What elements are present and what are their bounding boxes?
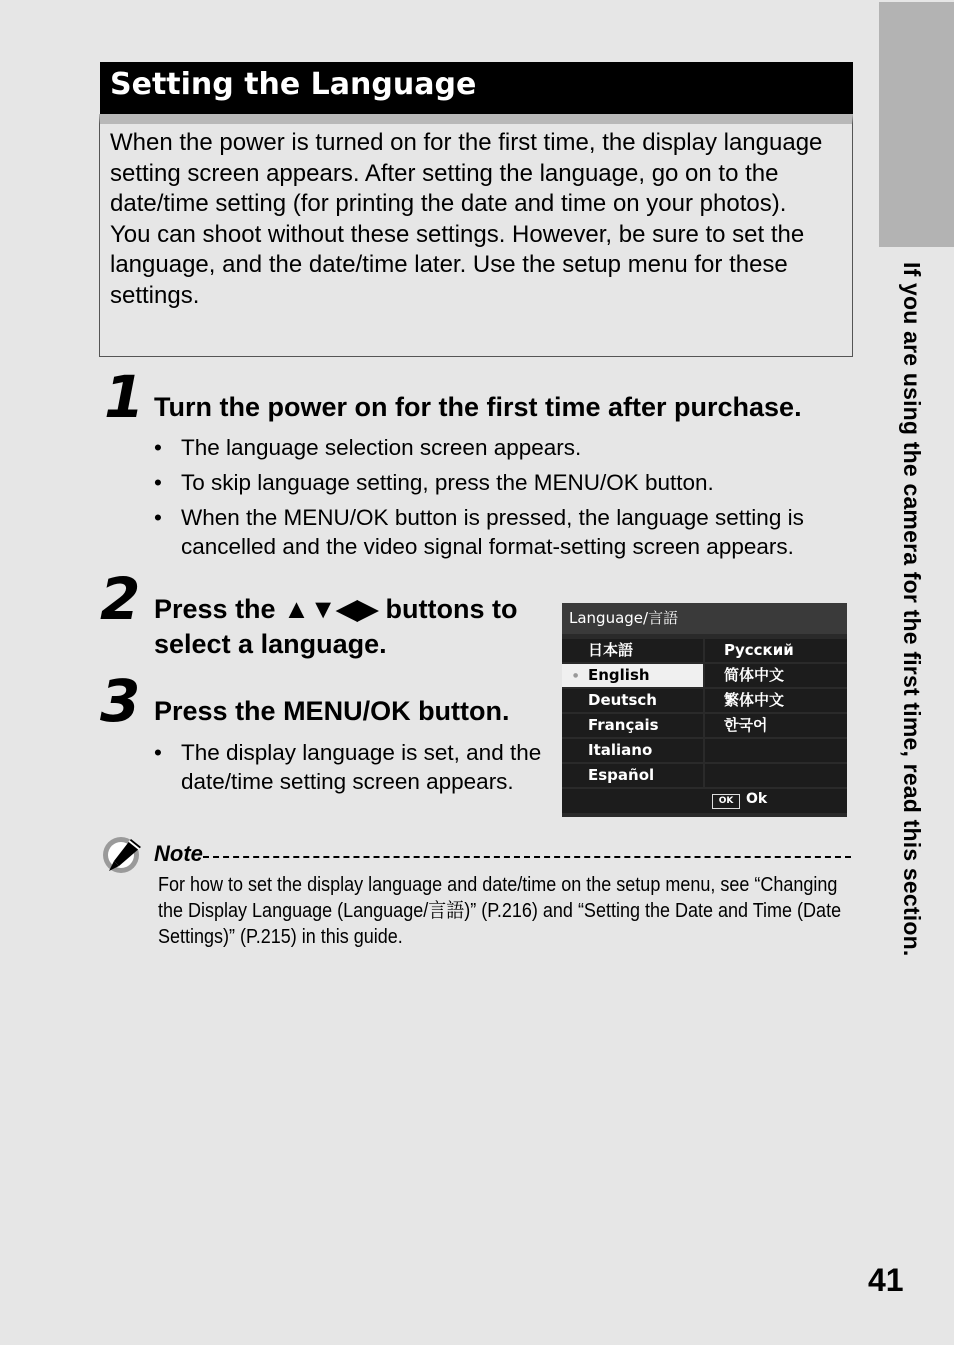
section-title: Setting the Language — [110, 67, 477, 102]
language-option: Italiano — [562, 739, 703, 762]
note-pencil-icon — [101, 833, 143, 875]
language-row — [562, 713, 847, 738]
step-1-bullet: • The language selection screen appears. — [154, 433, 854, 462]
language-option: Русский — [705, 639, 847, 662]
ok-button-icon: OK — [712, 794, 740, 809]
step-3-bullets — [154, 738, 544, 802]
language-grid — [562, 638, 847, 788]
step-1-heading: Turn the power on for the first time after purchase. — [154, 392, 802, 422]
side-tab — [879, 2, 954, 247]
page-number: 41 — [868, 1262, 904, 1298]
step-1-bullet: • When the MENU/OK button is pressed, the language setting is cancelled and the video signal format-setting screen appears. — [154, 503, 854, 561]
step-2-number: 2 — [100, 565, 141, 633]
language-option: Español — [562, 764, 703, 787]
intro-text — [110, 128, 845, 311]
intro-paragraph-2: You can shoot without these settings. However, be sure to set the language, and the date/time later. Use the setup menu for these settings. — [110, 220, 805, 309]
language-screen-footer — [562, 789, 847, 813]
language-option: 한국어 — [705, 714, 847, 737]
note-divider — [203, 856, 851, 858]
language-screen-title: Language/言語 — [562, 603, 847, 634]
language-row — [562, 638, 847, 663]
language-option-selected: ● English — [562, 664, 703, 687]
intro-box — [99, 114, 853, 357]
section-title-bar — [100, 62, 853, 114]
language-option-empty — [705, 764, 847, 787]
step-3-heading: Press the MENU/OK button. — [154, 696, 510, 726]
note-label: Note — [154, 841, 203, 866]
step-3-number: 3 — [100, 667, 141, 735]
ok-label: Ok — [746, 791, 768, 807]
step-1-bullet: • To skip language setting, press the MENU/OK button. — [154, 468, 854, 497]
language-row — [562, 688, 847, 713]
step-1-bullets — [154, 433, 854, 567]
step-2-heading: Press the ▲▼◀▶ buttons to select a language. — [154, 594, 518, 659]
language-row — [562, 663, 847, 688]
language-option: Deutsch — [562, 689, 703, 712]
language-row — [562, 763, 847, 788]
step-1-number: 1 — [104, 363, 145, 431]
side-tab-text: If you are using the camera for the first time, read this section. — [899, 262, 925, 957]
language-row — [562, 738, 847, 763]
intro-paragraph-1: When the power is turned on for the first time, the display language setting screen appears. After setting the language, go on to the date/time setting (for printing the date and time on your photos). — [110, 129, 823, 217]
language-option: Français — [562, 714, 703, 737]
language-option-empty — [705, 739, 847, 762]
language-option: 繁体中文 — [705, 689, 847, 712]
language-option: 日本語 — [562, 639, 703, 662]
note-text: For how to set the display language and date/time on the setup menu, see “Changing the Display Language (Language/言語)” (P.216) and “Setting the Date and Time (Date Settings)” (P.215) in this guide. — [158, 874, 842, 948]
language-screen — [562, 603, 847, 817]
language-option: 简体中文 — [705, 664, 847, 687]
step-3-bullet: • The display language is set, and the date/time setting screen appears. — [154, 738, 544, 796]
